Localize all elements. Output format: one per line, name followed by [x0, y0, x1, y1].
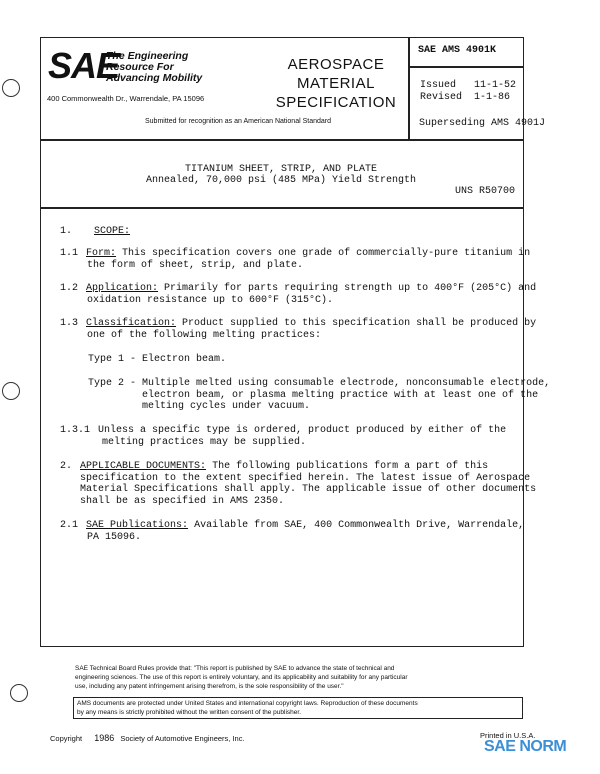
submitted-note: Submitted for recognition as an American National Standard: [145, 118, 331, 125]
sae-tagline: [106, 51, 202, 84]
issued-label: Issued: [420, 80, 457, 91]
section-1-number: 1.: [60, 226, 73, 237]
copyright-line: [50, 733, 245, 743]
section-1-1-label: Form:: [86, 248, 117, 259]
section-1-3: [60, 318, 536, 341]
superseding: Superseding AMS 4901J: [419, 118, 546, 129]
sae-address: 400 Commonwealth Dr., Warrendale, PA 15096: [47, 94, 205, 103]
spec-type-heading: [270, 55, 402, 112]
type-1: Type 1 - Electron beam.: [88, 354, 227, 365]
copyright-label: Copyright: [50, 734, 83, 743]
section-1-1: [60, 248, 530, 271]
section-2-text-3: Material Specifications shall apply. The applicable issue of other documents: [80, 484, 537, 495]
spec-line-1: AEROSPACE: [287, 56, 385, 73]
section-2-1: [60, 520, 524, 543]
copyright-owner: Society of Automotive Engineers, Inc.: [120, 734, 245, 743]
section-2-text-4: shall be as specified in AMS 2350.: [80, 495, 285, 507]
type-2-line-3: melting cycles under vacuum.: [142, 401, 311, 412]
revised-label: Revised: [420, 92, 463, 103]
section-1-3-label: Classification:: [86, 318, 177, 329]
protected-line-2: by any means is strictly prohibited without the written consent of the publisher.: [77, 709, 302, 716]
section-1-3-1: [60, 425, 506, 448]
section-1-2-number: 1.2: [60, 283, 79, 294]
section-1-heading: [60, 226, 130, 238]
section-1-1-number: 1.1: [60, 248, 79, 259]
section-1-2-label: Application:: [86, 283, 159, 294]
section-1-2-text-2: oxidation resistance up to 600°F (315°C).: [87, 294, 334, 306]
tagline-line-3: Advancing Mobility: [106, 72, 203, 84]
copyright-year: 1986: [94, 733, 115, 743]
tagline-line-1: The Engineering: [106, 50, 189, 62]
issued-date: 11-1-52: [474, 80, 517, 91]
section-1-3-number: 1.3: [60, 318, 79, 329]
rules-line-2: engineering sciences. The use of this report is entirely voluntary, and its applicability and suitability for any particular: [75, 674, 408, 681]
title-divider: [40, 207, 523, 209]
spec-line-3: SPECIFICATION: [275, 94, 397, 111]
section-2-number: 2.: [60, 461, 73, 472]
section-1-2: [60, 283, 536, 306]
section-2-1-text-1: Available from SAE, 400 Commonwealth Drive, Warrendale,: [194, 520, 525, 531]
section-1-1-text-2: the form of sheet, strip, and plate.: [87, 259, 304, 271]
section-1-3-text-1: Product supplied to this specification shall be produced by: [182, 318, 537, 329]
type-2-line-2: electron beam, or plasma melting practice with at least one of the: [142, 389, 539, 401]
section-1-3-1-text-1: Unless a specific type is ordered, product produced by either of the: [98, 425, 507, 436]
binder-hole-bottom: [10, 684, 28, 702]
section-2-1-label: SAE Publications:: [86, 520, 189, 531]
watermark: SAE NORM: [484, 738, 567, 755]
rules-line-3: use, including any patent infringement arising therefrom, is the sole responsibility of the user.": [75, 683, 344, 690]
section-2-text-2: specification to the extent specified herein. The latest issue of Aerospace: [80, 472, 531, 484]
section-1-3-1-number: 1.3.1: [60, 425, 91, 436]
technical-board-rules: [75, 664, 408, 691]
section-1-3-1-text-2: melting practices may be supplied.: [102, 436, 307, 448]
header-right-divider: [408, 37, 410, 140]
document-title: TITANIUM SHEET, STRIP, AND PLATE: [184, 164, 378, 175]
doc-number-divider: [408, 66, 523, 68]
section-1-title: SCOPE:: [94, 226, 131, 237]
binder-hole-top: [2, 79, 20, 97]
doc-number: SAE AMS 4901K: [418, 45, 497, 56]
section-1-3-text-2: one of the following melting practices:: [87, 329, 322, 341]
binder-hole-middle: [2, 382, 20, 400]
rules-line-1: SAE Technical Board Rules provide that: "This report is published by SAE to advance the state of technical and: [75, 665, 395, 672]
section-2: [60, 461, 536, 507]
tagline-line-2: Resource For: [106, 61, 174, 73]
issued-row: [420, 80, 516, 91]
uns-number: UNS R50700: [455, 186, 516, 197]
protected-line-1: AMS documents are protected under United States and international copyright laws. Reproduction of these documents: [77, 700, 418, 707]
section-1-2-text-1: Primarily for parts requiring strength up to 400°F (205°C) and: [164, 283, 537, 294]
document-subtitle: Annealed, 70,000 psi (485 MPa) Yield Strength: [145, 175, 417, 186]
section-1-1-text-1: This specification covers one grade of commercially-pure titanium in: [122, 248, 531, 259]
section-2-1-text-2: PA 15096.: [87, 531, 142, 543]
revised-row: [420, 92, 510, 103]
type-2: [88, 378, 550, 413]
copyright-protection-notice: [73, 697, 523, 719]
spec-line-2: MATERIAL: [297, 75, 375, 92]
section-2-1-number: 2.1: [60, 520, 79, 531]
header-divider: [40, 139, 523, 141]
sae-logo-text: SAE: [48, 45, 120, 86]
section-2-text-1: The following publications form a part of this: [212, 461, 489, 472]
printed-in: Printed in U.S.A.: [480, 731, 536, 740]
type-2-line-1: Type 2 - Multiple melted using consumable electrode, nonconsumable electrode,: [88, 378, 551, 389]
revised-date: 1-1-86: [474, 92, 511, 103]
section-2-label: APPLICABLE DOCUMENTS:: [80, 461, 207, 472]
